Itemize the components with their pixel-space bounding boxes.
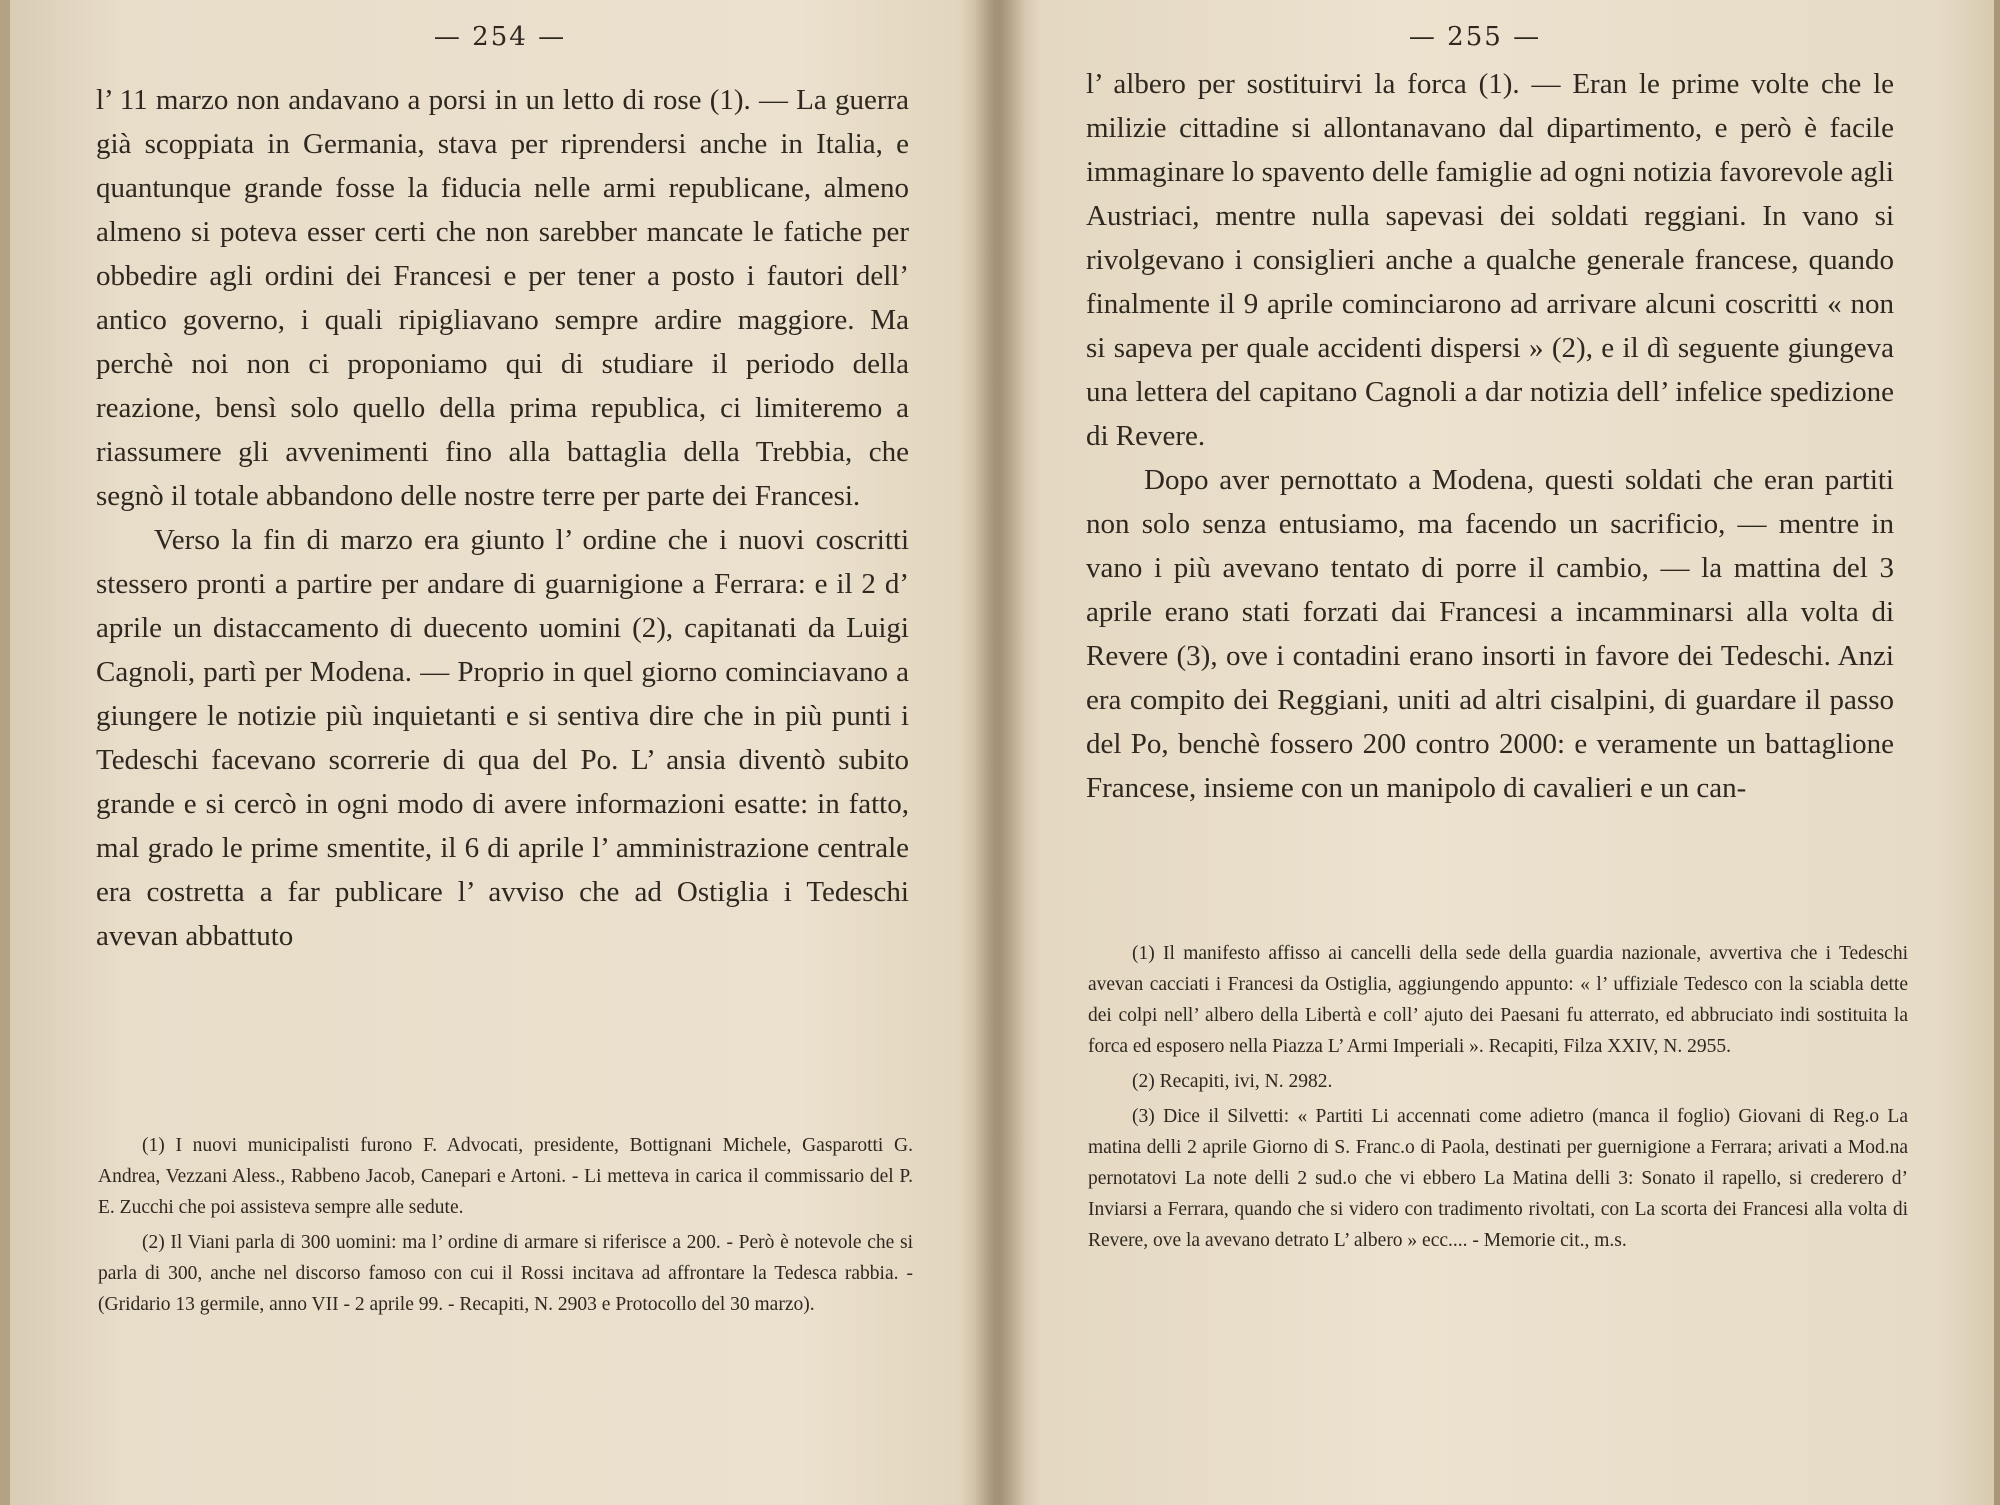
body-text bbox=[96, 78, 909, 958]
footnote: (1) I nuovi municipalisti furono F. Advocati, presidente, Bottignani Michele, Gasparotti G. Andrea, Vezzani Aless., Rabbeno Jacob, Canepari e Artoni. - Li metteva in carica il commissario del P. E. Zucchi che poi assisteva sempre alle sedute. bbox=[98, 1135, 913, 1218]
paragraph: l’ 11 marzo non andavano a porsi in un letto di rose (1). — La guerra già scoppiata in Germania, stava per riprendersi anche in Italia, e quantunque grande fosse la fiducia nelle armi republicane, almeno almeno si poteva esser certi che non sarebber mancate le fatiche per obbedire agli ordini dei Francesi e per tener a posto i fautori dell’ antico governo, i quali ripigliavano sempre ardire maggiore. Ma perchè noi non ci proponiamo qui di studiare il periodo della reazione, bensì solo quello della prima republica, ci limiteremo a riassumere gli avvenimenti fino alla battaglia della Trebbia, che segnò il totale abbandono delle nostre terre per parte dei Francesi. bbox=[96, 84, 909, 512]
left-page bbox=[0, 0, 990, 1505]
footnote: (2) Recapiti, ivi, N. 2982. bbox=[1132, 1071, 1333, 1092]
footnotes bbox=[98, 1130, 913, 1320]
footnote: (1) Il manifesto affisso ai cancelli della sede della guardia nazionale, avvertiva che i Tedeschi avevan cacciati i Francesi da Ostiglia, aggiungendo appunto: « l’ uffiziale Tedesco con la sciabla dette dei colpi nell’ albero della Libertà e coll’ ajuto dei Paesani fu atterrato, ed abbruciato indi sostituita la forca ed esposero nella Piazza L’ Armi Imperiali ». Recapiti, Filza XXIV, N. 2955. bbox=[1088, 943, 1908, 1057]
paragraph: l’ albero per sostituirvi la forca (1). — Eran le prime volte che le milizie cittadine si allontanavano dal dipartimento, e però è facile immaginare lo spavento delle famiglie ad ogni notizia favorevole agli Austriaci, mentre nulla sapevasi dei soldati reggiani. In vano si rivolgevano i consiglieri anche a qualche generale francese, quando finalmente il 9 aprile cominciarono ad arrivare alcuni coscritti « non si sapeva per quale accidenti dispersi » (2), e il dì seguente giungeva una lettera del capitano Cagnoli a dar notizia dell’ infelice spedizione di Revere. bbox=[1086, 68, 1894, 452]
paragraph: Verso la fin di marzo era giunto l’ ordine che i nuovi coscritti stessero pronti a partire per andare di guarnigione a Ferrara: e il 2 d’ aprile un distaccamento di duecento uomini (2), capitanati da Luigi Cagnoli, partì per Modena. — Proprio in quel giorno cominciavano a giungere le notizie più inquietanti e si sentiva dire che in più punti i Tedeschi facevano scorrerie di qua del Po. L’ ansia diventò subito grande e si cercò in ogni modo di avere informazioni esatte: in fatto, mal grado le prime smentite, il 6 di aprile l’ amministrazione centrale era costretta a far publicare l’ avviso che ad Ostiglia i Tedeschi avevan abbattuto bbox=[96, 524, 909, 952]
page-number: — 254 — bbox=[433, 22, 567, 52]
footnote: (3) Dice il Silvetti: « Partiti Li accennati come adietro (manca il foglio) Giovani di Reg.o La matina delli 2 aprile Giorno di S. Franc.o di Paola, destinati per guernigione a Ferrara; arivati a Mod.na pernotatovi La note delli 2 sud.o che vi ebbero La Matina delli 3: Sonato il rapello, si crederero d’ Inviarsi a Ferrara, quando che si videro con tradimento rivoltati, con La scorta dei Francesi alla volta di Revere, ove la avevano detrato L’ albero » ecc.... - Memorie cit., m.s. bbox=[1088, 1106, 1908, 1251]
right-page bbox=[1000, 0, 2000, 1505]
footnote: (2) Il Viani parla di 300 uomini: ma l’ ordine di armare si riferisce a 200. - Però è notevole che si parla di 300, anche nel discorso famoso con cui il Rossi incitava ad affrontare la Tedesca rabbia. - (Gridario 13 germile, anno VII - 2 aprile 99. - Recapiti, N. 2903 e Protocollo del 30 marzo). bbox=[98, 1232, 913, 1315]
footnotes bbox=[1088, 938, 1908, 1256]
body-text bbox=[1086, 62, 1894, 810]
paragraph: Dopo aver pernottato a Modena, questi soldati che eran partiti non solo senza entusiamo, ma facendo un sacrificio, — mentre in vano i più avevano tentato di porre il cambio, — la mattina del 3 aprile erano stati forzati dai Francesi a incamminarsi alla volta di Revere (3), ove i contadini erano insorti in favore dei Tedeschi. Anzi era compito dei Reggiani, uniti ad altri cisalpini, di guardare il passo del Po, benchè fossero 200 contro 2000: e veramente un battaglione Francese, insieme con un manipolo di cavalieri e un can- bbox=[1086, 464, 1894, 804]
page-number: — 255 — bbox=[1408, 22, 1542, 52]
page-edge-right bbox=[1994, 0, 2000, 1505]
